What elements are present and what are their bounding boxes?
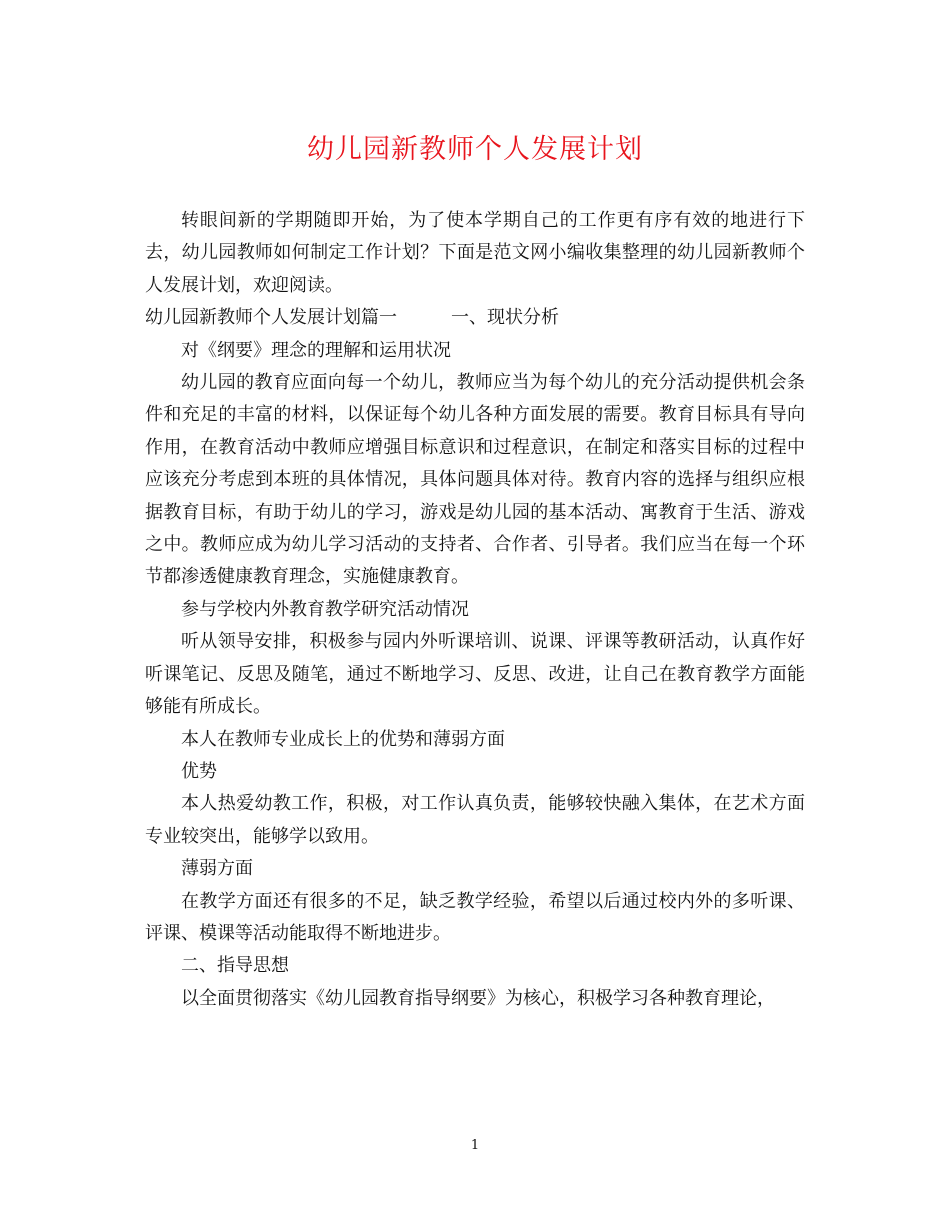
page-number: 1	[470, 1138, 480, 1153]
section-heading: 一、现状分析	[451, 307, 559, 329]
paragraph-guiding-ideology: 以全面贯彻落实《幼儿园教育指导纲要》为核心，积极学习各种教育理论，	[181, 987, 775, 1009]
article-title: 幼儿园新教师个人发展计划篇一	[145, 307, 397, 329]
subheading-research: 参与学校内外教育教学研究活动情况	[181, 598, 469, 620]
subheading-guidelines: 对《纲要》理念的理解和运用状况	[181, 339, 451, 361]
section-heading-line	[145, 302, 805, 334]
section-heading-guiding-ideology: 二、指导思想	[181, 955, 289, 977]
subheading-strengths: 优势	[181, 760, 217, 782]
paragraph-education: 幼儿园的教育应面向每一个幼儿，教师应当为每个幼儿的充分活动提供机会条件和充足的丰富的材料，以保证每个幼儿各种方面发展的需要。教育目标具有导向作用，在教育活动中教师应增强目标意识和过程意识，在制定和落实目标的过程中应该充分考虑到本班的具体情况，具体问题具体对待。教育内容的选择与组织应根据教育目标，有助于幼儿的学习，游戏是幼儿园的基本活动、寓教育于生活、游戏之中。教师应成为幼儿学习活动的支持者、合作者、引导者。我们应当在每一个环节都渗透健康教育理念，实施健康教育。	[145, 372, 805, 588]
paragraph-research: 听从领导安排，积极参与园内外听课培训、说课、评课等教研活动，认真作好听课笔记、反思及随笔，通过不断地学习、反思、改进，让自己在教育教学方面能够能有所成长。	[145, 631, 805, 718]
subheading-weaknesses: 薄弱方面	[181, 858, 253, 880]
subheading-strengths-weaknesses: 本人在教师专业成长上的优势和薄弱方面	[181, 728, 505, 750]
intro-paragraph: 转眼间新的学期随即开始，为了使本学期自己的工作更有序有效的地进行下去，幼儿园教师如何制定工作计划？下面是范文网小编收集整理的幼儿园新教师个人发展计划，欢迎阅读。	[145, 210, 805, 296]
paragraph-weaknesses: 在教学方面还有很多的不足，缺乏教学经验，希望以后通过校内外的多听课、评课、模课等活动能取得不断地进步。	[145, 890, 805, 944]
document-body	[145, 205, 805, 1015]
document-title: 幼儿园新教师个人发展计划	[307, 134, 643, 165]
paragraph-strengths: 本人热爱幼教工作，积极，对工作认真负责，能够较快融入集体，在艺术方面专业较突出，能够学以致用。	[145, 793, 805, 847]
